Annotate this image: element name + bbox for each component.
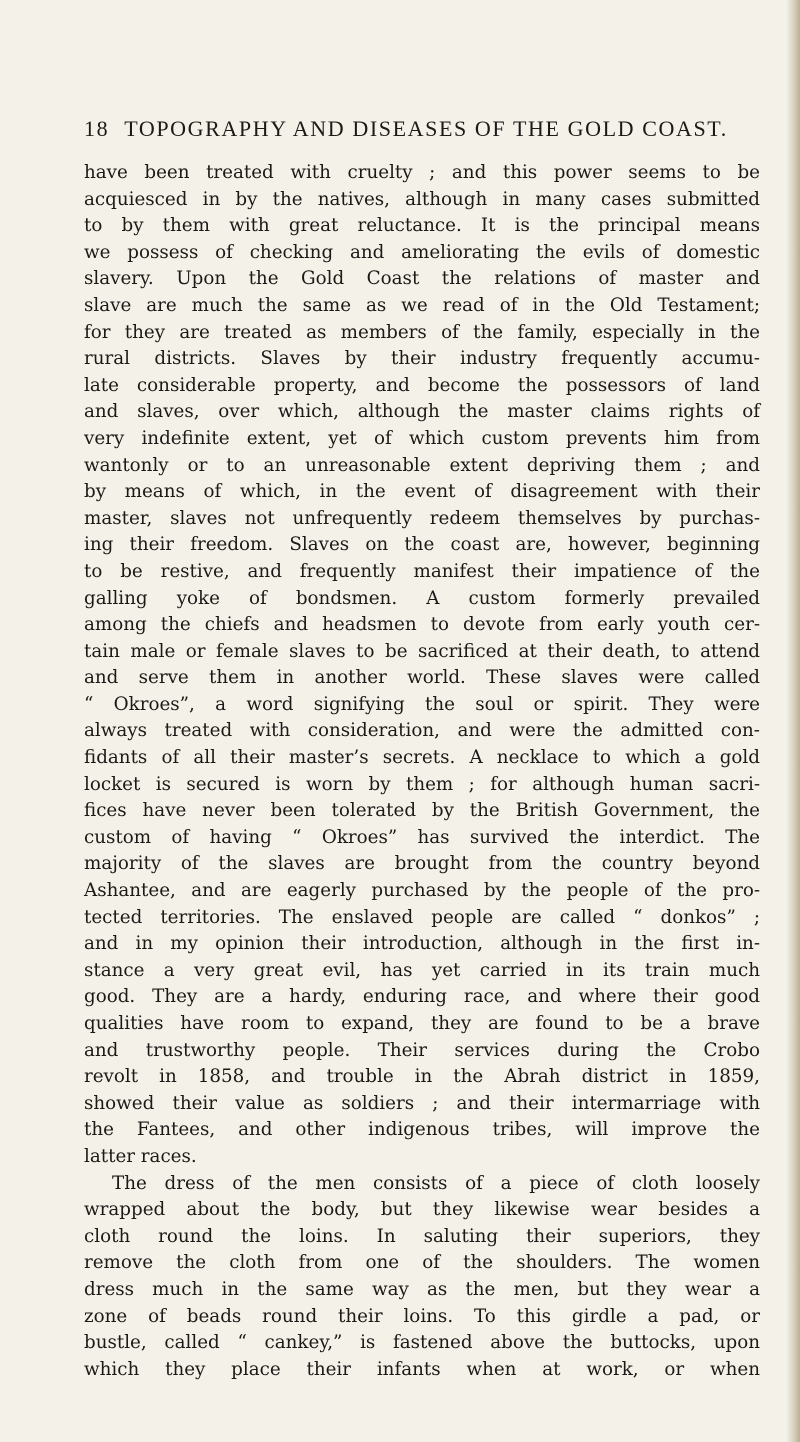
text-line: tected territories. The enslaved people are called “ donkos” ; [84, 906, 760, 928]
text-line: dress much in the same way as the men, but they wear a [84, 1278, 760, 1300]
text-line: very indefinite extent, yet of which custom prevents him from [84, 427, 760, 449]
text-line: good. They are a hardy, enduring race, and where their good [84, 986, 760, 1008]
page-number: 18 [84, 116, 110, 141]
text-line: to be restive, and frequently manifest their impatience of the [84, 560, 760, 582]
text-line: locket is secured is worn by them ; for although human sacri- [84, 773, 760, 795]
text-line: the Fantees, and other indigenous tribes, will improve the [84, 1119, 760, 1141]
text-line: rural districts. Slaves by their industry frequently accumu- [84, 348, 760, 370]
text-line: late considerable property, and become the possessors of land [84, 374, 760, 396]
text-line: and slaves, over which, although the master claims rights of [84, 401, 760, 423]
text-line: fices have never been tolerated by the British Government, the [84, 800, 760, 822]
text-line: revolt in 1858, and trouble in the Abrah district in 1859, [84, 1066, 760, 1088]
text-line-paragraph-start: The dress of the men consists of a piece of cloth loosely [112, 1172, 760, 1194]
text-line: wantonly or to an unreasonable extent depriving them ; and [84, 454, 760, 476]
page-edge-shadow [786, 0, 800, 1442]
text-line: acquiesced in by the natives, although in many cases submitted [84, 188, 760, 210]
text-line: and serve them in another world. These slaves were called [84, 667, 760, 689]
text-line: tain male or female slaves to be sacrificed at their death, to attend [84, 640, 760, 662]
text-line: among the chiefs and headsmen to devote from early youth cer- [84, 614, 760, 636]
book-page [84, 116, 760, 1383]
text-line: majority of the slaves are brought from the country beyond [84, 853, 760, 875]
text-line: which they place their infants when at work, or when [84, 1358, 760, 1380]
text-line: galling yoke of bondsmen. A custom formerly prevailed [84, 587, 760, 609]
text-line: Ashantee, and are eagerly purchased by the people of the pro- [84, 880, 760, 902]
text-line: slave are much the same as we read of in the Old Testament; [84, 294, 760, 316]
running-head: TOPOGRAPHY AND DISEASES OF THE GOLD COAST. [124, 116, 728, 141]
text-line: we possess of checking and ameliorating the evils of domestic [84, 241, 760, 263]
text-line: always treated with consideration, and were the admitted con- [84, 720, 760, 742]
text-line: by means of which, in the event of disagreement with their [84, 481, 760, 503]
text-line: and trustworthy people. Their services during the Crobo [84, 1039, 760, 1061]
text-line: bustle, called “ cankey,” is fastened above the buttocks, upon [84, 1332, 760, 1354]
text-line: master, slaves not unfrequently redeem themselves by purchas- [84, 507, 760, 529]
text-line: showed their value as soldiers ; and their intermarriage with [84, 1092, 760, 1114]
text-line: qualities have room to expand, they are found to be a brave [84, 1013, 760, 1034]
text-line: custom of having “ Okroes” has survived the interdict. The [84, 826, 760, 848]
text-line: have been treated with cruelty ; and this power seems to be [84, 162, 760, 183]
text-line: zone of beads round their loins. To this girdle a pad, or [84, 1305, 760, 1327]
text-line: cloth round the loins. In saluting their superiors, they [84, 1225, 760, 1247]
text-line: remove the cloth from one of the shoulders. The women [84, 1252, 760, 1274]
text-line: fidants of all their master’s secrets. A necklace to which a gold [84, 747, 760, 769]
text-line: to by them with great reluctance. It is the principal means [84, 215, 760, 237]
text-line: wrapped about the body, but they likewise wear besides a [84, 1199, 760, 1221]
text-line: ing their freedom. Slaves on the coast are, however, beginning [84, 534, 760, 556]
text-line-paragraph-end: latter races. [84, 1145, 197, 1167]
body-text [84, 160, 760, 1383]
page-header [84, 116, 760, 146]
text-line: and in my opinion their introduction, although in the first in- [84, 933, 760, 955]
text-line: stance a very great evil, has yet carried in its train much [84, 959, 760, 981]
text-line: for they are treated as members of the family, especially in the [84, 321, 760, 343]
text-line: slavery. Upon the Gold Coast the relations of master and [84, 268, 760, 290]
text-line: “ Okroes”, a word signifying the soul or spirit. They were [84, 693, 760, 715]
